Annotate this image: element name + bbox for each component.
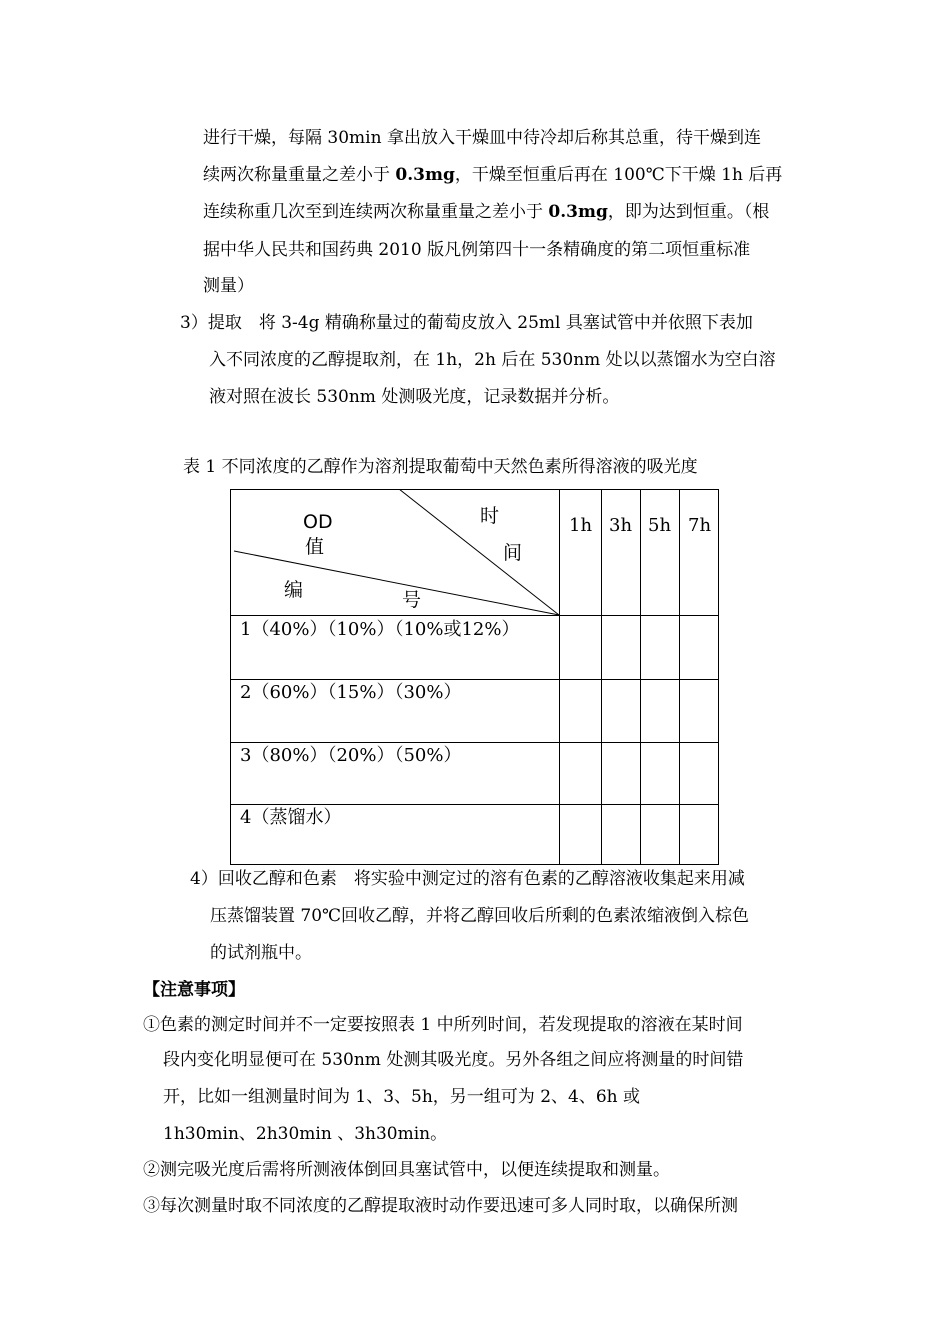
step2-line-2 (203, 164, 782, 186)
header-time-1: 时 (480, 505, 500, 527)
step2-line-2-c: ，干燥至恒重后再在 100℃下干燥 1h 后再 (454, 165, 783, 185)
step2-line-1: 进行干燥，每隔 30min 拿出放入干燥皿中待冷却后称其总重，待干燥到连 (203, 128, 761, 148)
step2-line-4: 据中华人民共和国药典 2010 版凡例第四十一条精确度的第二项恒重标准 (203, 240, 751, 260)
column-header-7h: 7h (688, 515, 712, 536)
column-header-5h: 5h (648, 515, 672, 536)
note-1-line-4: 1h30min、2h30min 、3h30min。 (163, 1124, 448, 1144)
step3-line-2: 入不同浓度的乙醇提取剂，在 1h，2h 后在 530nm 处以以蒸馏水为空白溶 (209, 350, 776, 370)
note-1-line-2: 段内变化明显便可在 530nm 处测其吸光度。另外各组之间应将测量的时间错 (163, 1050, 744, 1070)
step2-line-5: 测量） (203, 276, 254, 296)
column-header-3h: 3h (609, 515, 633, 536)
step2-line-3-c: ，即为达到恒重。（根 (607, 202, 770, 222)
header-od-value: 值 (305, 536, 325, 558)
table-row-label-3: 3（80%）（20%）（50%） (240, 745, 462, 766)
table-row-label-2: 2（60%）（15%）（30%） (240, 682, 462, 703)
note-2: ②测完吸光度后需将所测液体倒回具塞试管中，以便连续提取和测量。 (143, 1160, 670, 1180)
header-od: OD (303, 511, 333, 533)
note-3: ③每次测量时取不同浓度的乙醇提取液时动作要迅速可多人同时取，以确保所测 (143, 1196, 738, 1216)
step4-line-2: 压蒸馏装置 70℃回收乙醇，并将乙醇回收后所剩的色素浓缩液倒入棕色 (210, 906, 750, 926)
header-time-2: 间 (503, 542, 523, 564)
note-1-line-3: 开，比如一组测量时间为 1、3、5h，另一组可为 2、4、6h 或 (163, 1087, 641, 1107)
header-diagonal-1 (399, 489, 559, 615)
table-row-label-1: 1（40%）（10%）（10%或12%） (240, 619, 520, 640)
header-number-2: 号 (402, 589, 422, 611)
step2-line-2-a: 续两次称量重量之差小于 (203, 165, 396, 185)
notes-title: 【注意事项】 (143, 980, 245, 1000)
step4-line-1: 4）回收乙醇和色素 将实验中测定过的溶有色素的乙醇溶液收集起来用减 (190, 869, 745, 889)
table-row-label-4: 4（蒸馏水） (240, 807, 342, 828)
step2-line-3 (203, 201, 769, 223)
note-1-line-1: ①色素的测定时间并不一定要按照表 1 中所列时间，若发现提取的溶液在某时间 (143, 1015, 743, 1035)
step2-line-3-a: 连续称重几次至到连续两次称量重量之差小于 (203, 202, 549, 222)
header-number-1: 编 (284, 579, 304, 601)
step3-line-1: 3）提取 将 3-4g 精确称量过的葡萄皮放入 25ml 具塞试管中并依照下表加 (180, 313, 753, 333)
absorbance-table (230, 489, 719, 865)
table-caption: 表 1 不同浓度的乙醇作为溶剂提取葡萄中天然色素所得溶液的吸光度 (183, 457, 698, 477)
column-header-1h: 1h (569, 515, 593, 536)
step2-line-3-bold: 0.3mg (548, 202, 608, 222)
step3-line-3: 液对照在波长 530nm 处测吸光度，记录数据并分析。 (209, 387, 620, 407)
step4-line-3: 的试剂瓶中。 (210, 943, 312, 963)
step2-line-2-bold: 0.3mg (395, 165, 455, 185)
